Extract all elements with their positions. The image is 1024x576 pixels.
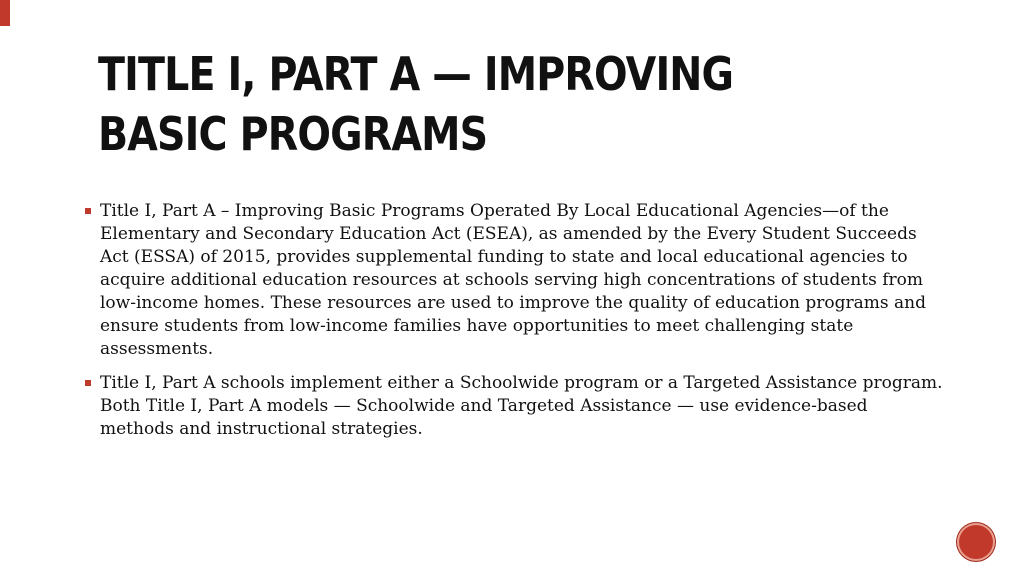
bullet-text: Title I, Part A – Improving Basic Programs Operated By Local Educational Agencies—of the Elementary and Secondary Education Act (ESEA), as amended by the Every Student Succeeds Act (ESSA) of 2015, provides supplemental funding to state and local educational agencies to acquire additional education resources at schools serving high concentrations of students from low-income homes. These resources are used to improve the quality of education programs and ensure students from low-income families have opportunities to meet challenging state assessments. (100, 201, 927, 359)
slide-body (84, 200, 944, 452)
bullet-text: Title I, Part A schools implement either a Schoolwide program or a Targeted Assistance program. Both Title I, Part A models — Schoolwide and Targeted Assistance — use evidence-based methods and instructional strategies. (100, 373, 943, 439)
accent-bar (0, 0, 10, 26)
slide-title: TITLE I, PART A — IMPROVING BASIC PROGRAMS (98, 47, 734, 161)
square-bullet-icon (85, 380, 91, 386)
bullet-item (84, 200, 944, 361)
bullet-item (84, 372, 944, 441)
square-bullet-icon (85, 208, 91, 214)
slide-number-badge (957, 523, 995, 561)
